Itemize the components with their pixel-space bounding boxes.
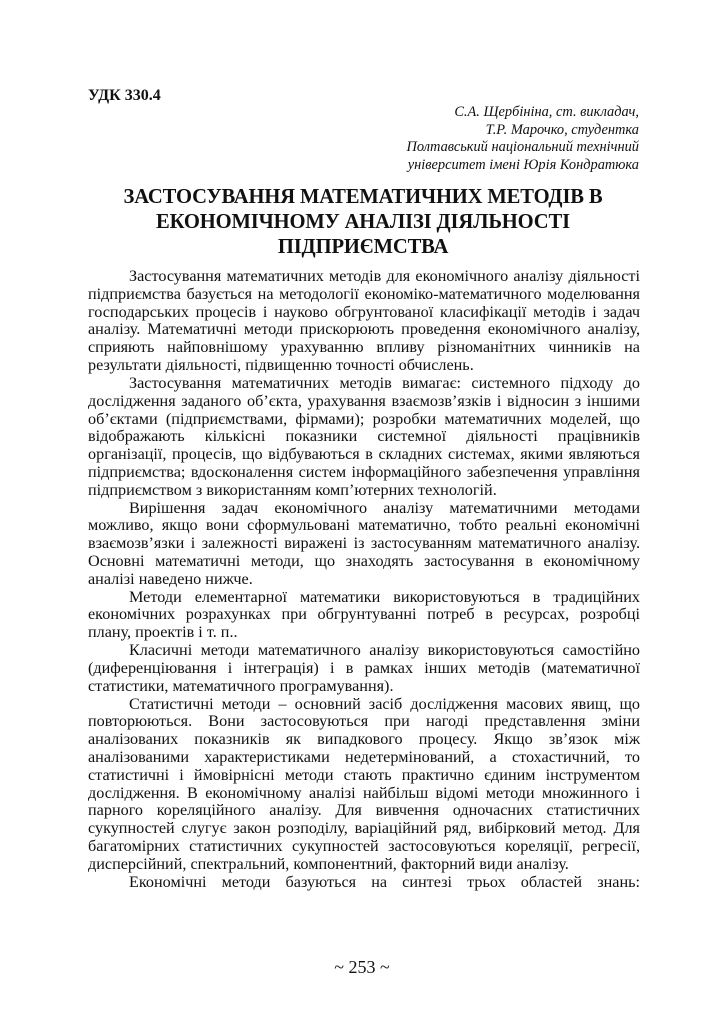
author-line: С.А. Щербініна, ст. викладач, [454,104,639,120]
paragraph: Класичні методи математичного аналізу використовуються самостійно (диференціювання і інтеграція) і в рамках інших методів (математичної статистики, математичного програмування). [88,641,640,695]
paragraph: Застосування математичних методів вимагає: системного підходу до дослідження заданого об’єкта, урахування взаємозв’язків і відносин з іншими об’єктами (підприємствами, фірмами); розробки математичних моделей, що відображають кількісні показники системної діяльності працівників організації, процесів, що відбуваються в складних системах, якими являються підприємства; вдосконалення систем інформаційного забезпечення управління підприємством з використанням комп’ютерних технологій. [88,373,640,499]
affiliation-line: Полтавський національний технічний [406,139,639,156]
udk-code: УДК 330.4 [88,87,161,104]
author-line: Т.Р. Марочко, студентка [485,121,639,138]
paragraph: Вирішення задач економічного аналізу математичними методами можливо, якщо вони сформульовані математично, тобто реальні економічні взаємозв’язки і залежності виражені із застосуванням математичного аналізу. Основні математичні методи, що знаходять застосування в економічному аналізі наведено нижче. [88,498,640,588]
title-line: ЕКОНОМІЧНОМУ АНАЛІЗІ ДІЯЛЬНОСТІ [156,211,570,233]
paragraph: Економічні методи базуються на синтезі трьох областей знань: [129,872,640,891]
author-block [407,104,640,174]
page-number: ~ 253 ~ [334,957,390,977]
article-body [88,268,640,891]
paragraph: Статистичні методи – основний засіб дослідження масових явищ, що повторюються. Вони застосовуються при нагоді представлення зміни аналізованих показників як випадкового процесу. Якщо зв’язок між аналізованими характеристиками недетермінований, а стохастичний, то статистичні і ймовірнісні методи стають практично єдиним інструментом дослідження. В економічному аналізі найбільш відомі методи множинного і парного кореляційного аналізу. Для вивчення одночасних статистичних сукупностей слугує закон розподілу, варіаційний ряд, вибірковий метод. Для багатомірних статистичних сукупностей застосовуються кореляції, регресії, дисперсійний, спектральний, компонентний, факторний види аналізу. [88,694,640,873]
title-line: ЗАСТОСУВАННЯ МАТЕМАТИЧНИХ МЕТОДІВ В [123,186,603,208]
article-title [88,185,638,260]
affiliation-line: університет імені Юрія Кондратюка [407,156,639,173]
paragraph: Методи елементарної математики використовуються в традиційних економічних розрахунках при обгрунтуванні потреб в ресурсах, розробці плану, проектів і т. п.. [88,587,640,642]
title-line: ПІДПРИЄМСТВА [277,236,449,258]
paragraph: Застосування математичних методів для економічного аналізу діяльності підприємства базується на методології економіко-математичного моделювання господарських процесів і науково обгрунтованої класифікації методів і задач аналізу. Математичні методи прискорюють проведення економічного аналізу, сприяють найповнішому урахуванню впливу різноманітних чинників на результати діяльності, підвищенню точності обчислень. [88,267,640,375]
